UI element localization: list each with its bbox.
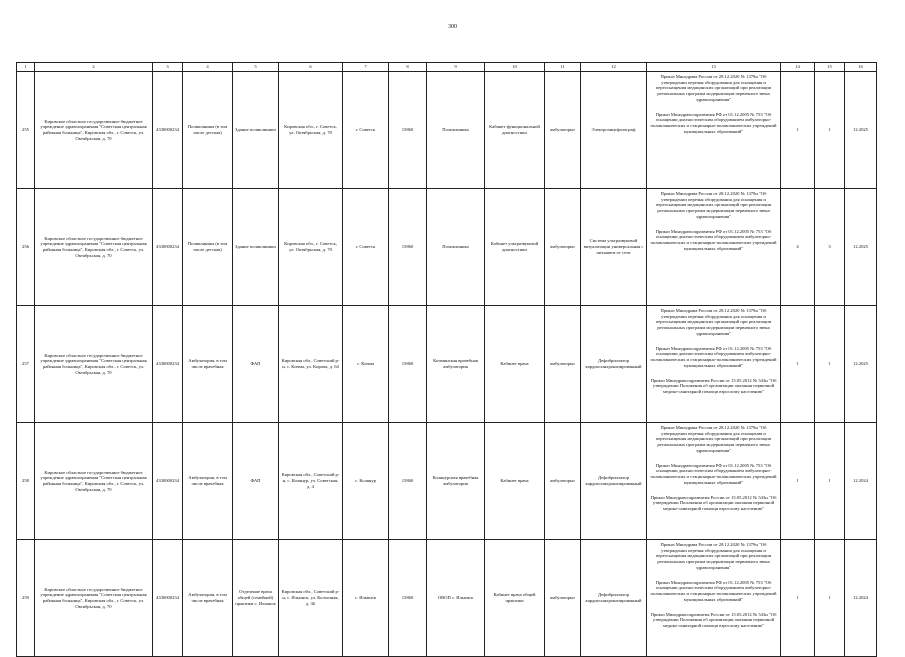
- column-number: 4: [183, 63, 233, 72]
- page-number: 300: [448, 24, 457, 30]
- table-row: [17, 189, 877, 306]
- row-number: 258: [17, 423, 35, 540]
- inn-cell: 4330000234: [153, 189, 183, 306]
- table-row: [17, 72, 877, 189]
- table-row: [17, 540, 877, 657]
- document-reference: Приказ Минздравсоцразвития России от 15.05.2012 № 543н "Об утверждении Положения об организации оказания первичной медико-санитарной помощи взрослому населению": [650, 377, 777, 395]
- inn-cell: 4330000234: [153, 540, 183, 657]
- column-number: 6: [279, 63, 343, 72]
- equipment-table: [16, 62, 877, 657]
- department-cell: Кичминская врачебная амбулатория: [427, 306, 485, 423]
- care-form-cell: амбулаторно: [545, 423, 581, 540]
- column-number: 7: [343, 63, 389, 72]
- population-cell: 15860: [389, 72, 427, 189]
- cabinet-cell: Кабинет ультразвуковой диагностики: [485, 189, 545, 306]
- inn-cell: 4330000234: [153, 423, 183, 540]
- date-cell: 12.2024: [845, 423, 877, 540]
- qty-need-cell: 1: [781, 306, 815, 423]
- document-reference: Приказ Минздравсоцразвития РФ от 01.12.2005 № 753 "Об оснащении диагностическим оборудованием амбулаторно-поликлинических и стационарно-поликлинических учреждений муниципальных образований": [650, 111, 777, 134]
- table-row: [17, 423, 877, 540]
- row-number: 257: [17, 306, 35, 423]
- locality-cell: с. Кичма: [343, 306, 389, 423]
- qty-need-cell: 1: [781, 72, 815, 189]
- equipment-cell: Электроэнцефалограф: [581, 72, 647, 189]
- column-number: 9: [427, 63, 485, 72]
- column-number: 11: [545, 63, 581, 72]
- document-reference: Приказ Минздравсоцразвития РФ от 01.12.2005 № 753 "Об оснащении диагностическим оборудованием амбулаторно-поликлинических и стационарно-поликлинических учреждений муниципальных образований": [650, 579, 777, 602]
- inn-cell: 4330000234: [153, 306, 183, 423]
- locality-cell: с. Колянур: [343, 423, 389, 540]
- unit-type-cell: Амбулатория, в том числе врачебная: [183, 306, 233, 423]
- column-number-row: [17, 63, 877, 72]
- column-number: 13: [647, 63, 781, 72]
- care-form-cell: амбулаторно: [545, 72, 581, 189]
- population-cell: 15860: [389, 306, 427, 423]
- equipment-cell: Дефибриллятор кардиосинхронизированный: [581, 306, 647, 423]
- cabinet-cell: Кабинет врача: [485, 423, 545, 540]
- cabinet-cell: Кабинет врача общей практики: [485, 540, 545, 657]
- documents-cell: [647, 72, 781, 189]
- address-cell: Кировская обл., Советский р-н, с. Ильинск, ул. Колхозная, д. 36: [279, 540, 343, 657]
- date-cell: 12.2025: [845, 189, 877, 306]
- qty-plan-cell: 3: [815, 189, 845, 306]
- documents-cell: [647, 540, 781, 657]
- qty-plan-cell: 1: [815, 540, 845, 657]
- column-number: 3: [153, 63, 183, 72]
- address-cell: Кировская обл., г. Советск, ул. Октябрьская, д. 70: [279, 189, 343, 306]
- equipment-cell: Дефибриллятор кардиосинхронизированный: [581, 423, 647, 540]
- locality-cell: с. Ильинск: [343, 540, 389, 657]
- unit-type-cell: Поликлиника (в том числе детская): [183, 189, 233, 306]
- date-cell: 12.2025: [845, 72, 877, 189]
- cabinet-cell: Кабинет функциональной диагностики: [485, 72, 545, 189]
- table-row: [17, 306, 877, 423]
- column-number: 8: [389, 63, 427, 72]
- building-cell: Отделение врача общей (семейной) практики с. Ильинск: [233, 540, 279, 657]
- row-number: 256: [17, 189, 35, 306]
- date-cell: 12.2024: [845, 540, 877, 657]
- column-number: 10: [485, 63, 545, 72]
- population-cell: 15860: [389, 423, 427, 540]
- organization-cell: Кировское областное государственное бюджетное учреждение здравоохранения "Советская центральная районная больница", Кировская обл., г. Советск, ул. Октябрьская, д. 70: [35, 72, 153, 189]
- document-reference: Приказ Минздрава России от 28.12.2020 № 1379н "Об утверждении перечня оборудования для оснащения и переоснащения медицинских организаций при реализации региональных программ модернизации первичного звена здравоохранения": [655, 191, 772, 219]
- date-cell: 12.2025: [845, 306, 877, 423]
- equipment-cell: Система ультразвуковой визуализации универсальная с питанием от сети: [581, 189, 647, 306]
- qty-need-cell: 4: [781, 189, 815, 306]
- building-cell: Здание поликлиники: [233, 72, 279, 189]
- locality-cell: г. Советск: [343, 72, 389, 189]
- care-form-cell: амбулаторно: [545, 189, 581, 306]
- address-cell: Кировская обл., Советский р-н, с. Колянур, ул. Советская, д. 4: [279, 423, 343, 540]
- equipment-table-sheet: [16, 62, 876, 657]
- qty-plan-cell: 1: [815, 423, 845, 540]
- column-number: 16: [845, 63, 877, 72]
- inn-cell: 4330000234: [153, 72, 183, 189]
- department-cell: ОВОП с. Ильинск: [427, 540, 485, 657]
- care-form-cell: амбулаторно: [545, 540, 581, 657]
- organization-cell: Кировское областное государственное бюджетное учреждение здравоохранения "Советская центральная районная больница", Кировская обл., г. Советск, ул. Октябрьская, д. 70: [35, 189, 153, 306]
- qty-plan-cell: 1: [815, 72, 845, 189]
- documents-cell: [647, 189, 781, 306]
- department-cell: Поликлиника: [427, 72, 485, 189]
- column-number: 12: [581, 63, 647, 72]
- document-reference: Приказ Минздрава России от 28.12.2020 № 1379н "Об утверждении перечня оборудования для оснащения и переоснащения медицинских организаций при реализации региональных программ модернизации первичного звена здравоохранения": [655, 542, 772, 570]
- department-cell: Поликлиника: [427, 189, 485, 306]
- building-cell: ФАП: [233, 306, 279, 423]
- qty-need-cell: 1: [781, 540, 815, 657]
- document-reference: Приказ Минздрава России от 28.12.2020 № 1379н "Об утверждении перечня оборудования для оснащения и переоснащения медицинских организаций при реализации региональных программ модернизации первичного звена здравоохранения": [655, 74, 772, 102]
- document-reference: Приказ Минздравсоцразвития РФ от 01.12.2005 № 753 "Об оснащении диагностическим оборудованием амбулаторно-поликлинических и стационарно-поликлинических учреждений муниципальных образований": [650, 228, 777, 251]
- unit-type-cell: Амбулатория, в том числе врачебная: [183, 540, 233, 657]
- department-cell: Колянурская врачебная амбулатория: [427, 423, 485, 540]
- document-reference: Приказ Минздравсоцразвития РФ от 01.12.2005 № 753 "Об оснащении диагностическим оборудованием амбулаторно-поликлинических и стационарно-поликлинических учреждений муниципальных образований": [650, 462, 777, 485]
- document-reference: Приказ Минздравсоцразвития России от 15.05.2012 № 543н "Об утверждении Положения об организации оказания первичной медико-санитарной помощи взрослому населению": [650, 611, 777, 629]
- organization-cell: Кировское областное государственное бюджетное учреждение здравоохранения "Советская центральная районная больница", Кировская обл., г. Советск, ул. Октябрьская, д. 70: [35, 540, 153, 657]
- column-number: 5: [233, 63, 279, 72]
- qty-need-cell: 1: [781, 423, 815, 540]
- address-cell: Кировская обл., Советский р-н, с. Кичма, ул. Кирова, д. 64: [279, 306, 343, 423]
- organization-cell: Кировское областное государственное бюджетное учреждение здравоохранения "Советская центральная районная больница", Кировская обл., г. Советск, ул. Октябрьская, д. 70: [35, 306, 153, 423]
- documents-cell: [647, 423, 781, 540]
- column-number: 2: [35, 63, 153, 72]
- document-reference: Приказ Минздравсоцразвития РФ от 01.12.2005 № 753 "Об оснащении диагностическим оборудованием амбулаторно-поликлинических и стационарно-поликлинических учреждений муниципальных образований": [650, 345, 777, 368]
- document-reference: Приказ Минздрава России от 28.12.2020 № 1379н "Об утверждении перечня оборудования для оснащения и переоснащения медицинских организаций при реализации региональных программ модернизации первичного звена здравоохранения": [655, 425, 772, 453]
- equipment-cell: Дефибриллятор кардиосинхронизированный: [581, 540, 647, 657]
- column-number: 15: [815, 63, 845, 72]
- row-number: 259: [17, 540, 35, 657]
- document-reference: Приказ Минздрава России от 28.12.2020 № 1379н "Об утверждении перечня оборудования для оснащения и переоснащения медицинских организаций при реализации региональных программ модернизации первичного звена здравоохранения": [655, 308, 772, 336]
- unit-type-cell: Амбулатория, в том числе врачебная: [183, 423, 233, 540]
- address-cell: Кировская обл., г. Советск, ул. Октябрьская, д. 70: [279, 72, 343, 189]
- unit-type-cell: Поликлиника (в том числе детская): [183, 72, 233, 189]
- population-cell: 15860: [389, 540, 427, 657]
- locality-cell: г. Советск: [343, 189, 389, 306]
- row-number: 255: [17, 72, 35, 189]
- building-cell: Здание поликлиники: [233, 189, 279, 306]
- cabinet-cell: Кабинет врача: [485, 306, 545, 423]
- document-reference: Приказ Минздравсоцразвития России от 15.05.2012 № 543н "Об утверждении Положения об организации оказания первичной медико-санитарной помощи взрослому населению": [650, 494, 777, 512]
- documents-cell: [647, 306, 781, 423]
- organization-cell: Кировское областное государственное бюджетное учреждение здравоохранения "Советская центральная районная больница", Кировская обл., г. Советск, ул. Октябрьская, д. 70: [35, 423, 153, 540]
- column-number: 1: [17, 63, 35, 72]
- building-cell: ФАП: [233, 423, 279, 540]
- population-cell: 15860: [389, 189, 427, 306]
- column-number: 14: [781, 63, 815, 72]
- care-form-cell: амбулаторно: [545, 306, 581, 423]
- qty-plan-cell: 1: [815, 306, 845, 423]
